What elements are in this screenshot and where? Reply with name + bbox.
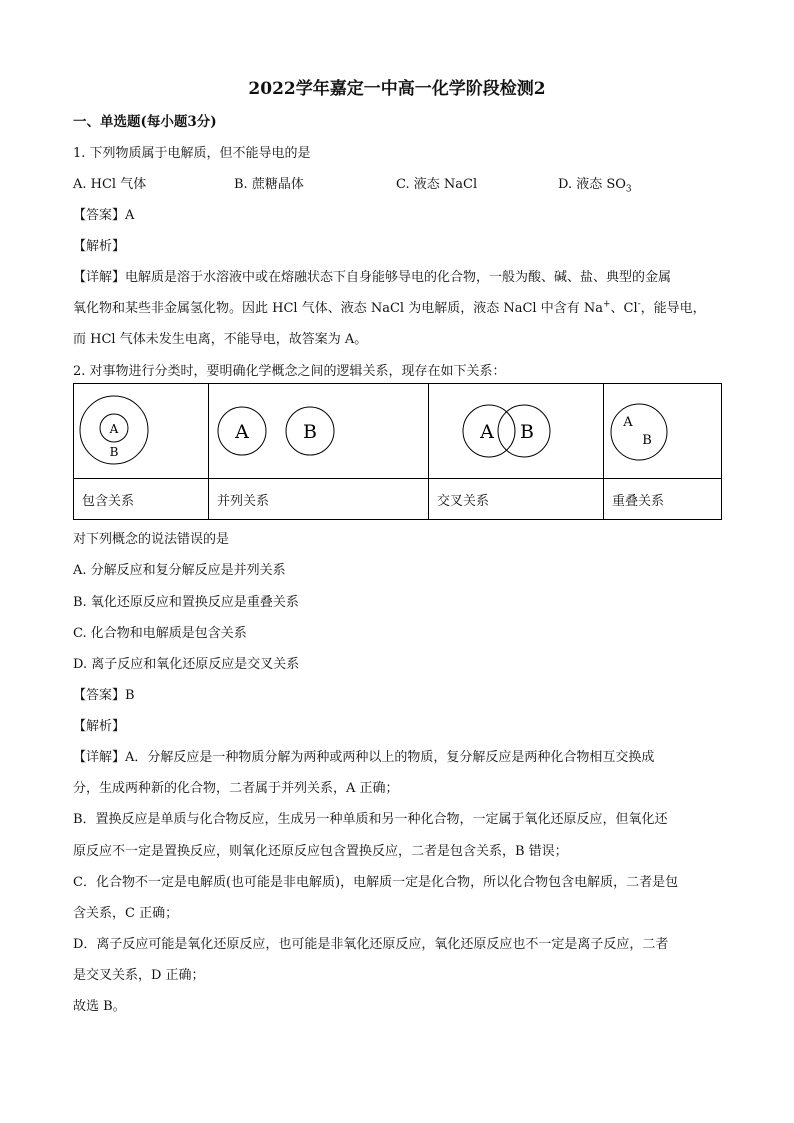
q2-answer: 【答案】B [73, 688, 135, 703]
label-b: B [109, 445, 119, 459]
label-b: B [642, 433, 652, 448]
page-title: 2022学年嘉定一中高一化学阶段检测2 [248, 79, 546, 99]
q2-option-c: C. 化合物和电解质是包含关系 [73, 626, 247, 641]
overlap-circle [611, 404, 667, 460]
q2-detail-line-3: B．置换反应是单质与化合物反应，生成另一种单质和另一种化合物，一定属于氧化还原反应，但氧化还 [73, 812, 668, 827]
label-containment: 包含关系 [74, 479, 209, 520]
label-parallel: 并列关系 [209, 479, 429, 520]
q2-detail-line-5: C．化合物不一定是电解质(也可能是非电解质)，电解质一定是化合物，所以化合物包含电解质，二者是包 [73, 875, 679, 890]
q1-detail-line-2: 氧化物和某些非金属氢化物。因此 HCl 气体、液态 NaCl 为电解质，液态 NaCl 中含有 Na+、Cl-，能导电， [73, 299, 706, 316]
q2-detail-line-6: 含关系，C 正确； [73, 906, 179, 921]
intersection-diagram-cell [429, 384, 604, 479]
relation-table [73, 383, 722, 520]
intersection-diagram [429, 384, 604, 478]
q1-answer: 【答案】A [73, 208, 135, 223]
label-overlap: 重叠关系 [604, 479, 722, 520]
label-a: A [109, 422, 119, 436]
q2-option-b: B. 氧化还原反应和置换反应是重叠关系 [73, 595, 299, 610]
q2-prompt: 对下列概念的说法错误的是 [73, 532, 230, 547]
q2-detail-line-4: 原反应不一定是置换反应，则氧化还原反应包含置换反应，二者是包含关系，B 错误； [73, 844, 568, 859]
overlap-diagram-cell [604, 384, 722, 479]
q2-detail-line-1: 【详解】A．分解反应是一种物质分解为两种或两种以上的物质，复分解反应是两种化合物相互交换成 [73, 750, 655, 765]
label-b: B [520, 421, 534, 443]
q1-option-c: C. 液态 NaCl [396, 177, 478, 192]
q2-detail-line-2: 分，生成两种新的化合物，二者属于并列关系，A 正确； [73, 781, 399, 796]
q2-detail-line-8: 是交叉关系，D 正确； [73, 968, 205, 983]
q1-detail-line-1: 【详解】电解质是溶于水溶液中或在熔融状态下自身能够导电的化合物，一般为酸、碱、盐、典型的金属 [73, 270, 672, 285]
q2-analysis-label: 【解析】 [73, 719, 126, 734]
q2-detail-line-9: 故选 B。 [73, 999, 126, 1014]
containment-diagram [74, 384, 209, 478]
q1-option-b: B. 蔗糖晶体 [234, 177, 304, 192]
label-a: A [480, 421, 494, 443]
section-heading: 一、单选题(每小题3分) [73, 114, 217, 130]
question-1-stem: 1. 下列物质属于电解质，但不能导电的是 [73, 146, 311, 161]
q2-option-a: A. 分解反应和复分解反应是并列关系 [73, 563, 286, 578]
q1-option-d: D. 液态 $SO_3$ [558, 177, 632, 195]
overlap-diagram [604, 384, 722, 478]
label-a: A [623, 415, 633, 430]
q1-detail-line-3: 而 HCl 气体未发生电离，不能导电，故答案为 A。 [73, 332, 368, 347]
parallel-diagram-cell [209, 384, 429, 479]
q1-analysis-label: 【解析】 [73, 239, 126, 254]
label-b: B [303, 421, 317, 443]
question-2-stem: 2. 对事物进行分类时，要明确化学概念之间的逻辑关系，现存在如下关系： [73, 364, 506, 379]
label-a: A [235, 421, 249, 443]
parallel-diagram [209, 384, 429, 478]
label-intersection: 交叉关系 [429, 479, 604, 520]
containment-diagram-cell [74, 384, 209, 479]
q1-option-a: A. HCl 气体 [73, 177, 147, 192]
q2-detail-line-7: D．离子反应可能是氧化还原反应，也可能是非氧化还原反应，氧化还原反应也不一定是离子反应，二者 [73, 937, 669, 952]
q2-option-d: D. 离子反应和氧化还原反应是交叉关系 [73, 657, 300, 672]
